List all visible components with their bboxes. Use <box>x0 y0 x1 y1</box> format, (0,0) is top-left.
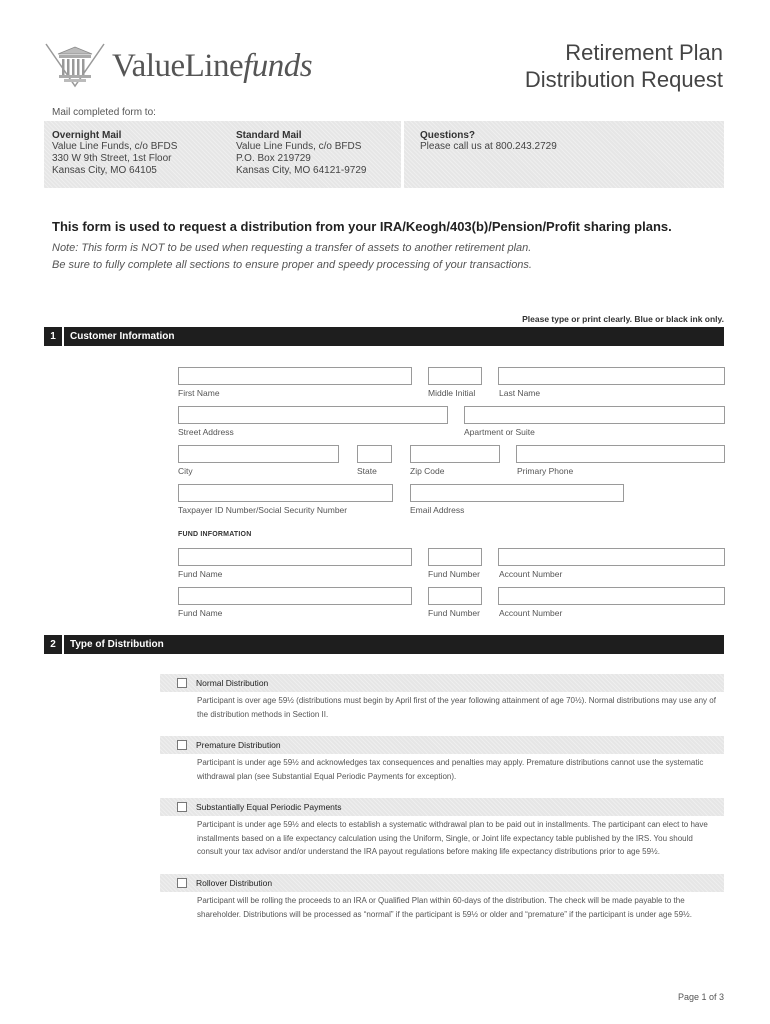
premature-distribution-description: Participant is under age 59½ and acknowledges tax consequences and penalties may apply. Premature distributions cannot use the systematic withdrawal plan (see Substantial Equal Periodic Payments for exception). <box>197 758 704 781</box>
form-title-line1: Retirement Plan <box>565 40 723 65</box>
standard-mail-block <box>236 130 366 177</box>
overnight-mail-line1: Value Line Funds, c/o BFDS <box>52 141 178 152</box>
section-1-title: Customer Information <box>70 331 175 342</box>
normal-distribution-label: Normal Distribution <box>196 678 269 688</box>
email-field[interactable] <box>410 484 624 502</box>
account-number-label-1: Account Number <box>499 569 563 579</box>
rollover-distribution-label: Rollover Distribution <box>196 878 273 888</box>
middle-initial-field[interactable] <box>428 367 482 385</box>
transfer-note: Note: This form is NOT to be used when requesting a transfer of assets to another retirement plan. <box>52 242 532 254</box>
last-name-label: Last Name <box>499 388 541 398</box>
standard-mail-title: Standard Mail <box>236 130 302 141</box>
apartment-field[interactable] <box>464 406 725 424</box>
zip-code-field[interactable] <box>410 445 500 463</box>
standard-mail-line3: Kansas City, MO 64121-9729 <box>236 165 367 176</box>
zip-code-label: Zip Code <box>410 466 445 476</box>
completion-note: Be sure to fully complete all sections to ensure proper and speedy processing of your transactions. <box>52 259 532 271</box>
overnight-mail-title: Overnight Mail <box>52 130 122 141</box>
middle-initial-label: Middle Initial <box>428 388 476 398</box>
sepp-option[interactable] <box>160 798 724 816</box>
normal-distribution-checkbox[interactable] <box>177 678 187 688</box>
account-number-field-1[interactable] <box>498 548 725 566</box>
section-2-header <box>44 635 724 654</box>
standard-mail-line1: Value Line Funds, c/o BFDS <box>236 141 362 152</box>
primary-phone-field[interactable] <box>516 445 725 463</box>
email-label: Email Address <box>410 505 465 515</box>
print-instructions: Please type or print clearly. Blue or black ink only. <box>522 314 724 324</box>
fund-name-label-1: Fund Name <box>178 569 223 579</box>
ssn-label: Taxpayer ID Number/Social Security Number <box>178 505 348 515</box>
sepp-description: Participant is under age 59½ and elects to establish a systematic withdrawal plan to be paid out in installments. The participant can elect to have installments based on a life expectancy calculation using the Uniform, Single, or Joint life expectancy table published by the IRS. You should consult your tax advisor and/or understand the IRA payout regulations before making life expectancy distributions prior to age 59½. <box>197 820 708 856</box>
state-label: State <box>357 466 377 476</box>
ssn-field[interactable] <box>178 484 393 502</box>
first-name-field[interactable] <box>178 367 412 385</box>
section-separator <box>62 635 64 654</box>
first-name-label: First Name <box>178 388 220 398</box>
primary-phone-label: Primary Phone <box>517 466 574 476</box>
overnight-mail-block <box>52 130 177 177</box>
normal-distribution-option[interactable] <box>160 674 724 692</box>
fund-name-label-2: Fund Name <box>178 608 223 618</box>
value-line-logo-icon <box>44 42 106 90</box>
fund-name-field-2[interactable] <box>178 587 412 605</box>
page-number: Page 1 of 3 <box>677 992 724 1002</box>
rollover-distribution-description: Participant will be rolling the proceeds to an IRA or Qualified Plan within 60-days of the distribution. The check will be made payable to the shareholder. Distributions will be processed as “normal” if the participant is 59½ or older and “premature” if the participant is under age 59½. <box>197 896 692 919</box>
questions-box <box>404 121 724 188</box>
account-number-label-2: Account Number <box>499 608 563 618</box>
last-name-field[interactable] <box>498 367 725 385</box>
fund-information-header: FUND INFORMATION <box>178 531 252 538</box>
premature-distribution-option[interactable] <box>160 736 724 754</box>
section-1-number: 1 <box>50 331 56 342</box>
overnight-mail-line3: Kansas City, MO 64105 <box>52 165 157 176</box>
state-field[interactable] <box>357 445 392 463</box>
sepp-label: Substantially Equal Periodic Payments <box>196 802 342 812</box>
fund-number-field-2[interactable] <box>428 587 482 605</box>
street-address-label: Street Address <box>178 427 234 437</box>
premature-distribution-label: Premature Distribution <box>196 740 281 750</box>
city-field[interactable] <box>178 445 339 463</box>
form-purpose: This form is used to request a distribution from your IRA/Keogh/403(b)/Pension/Profit sharing plans. <box>52 219 672 234</box>
questions-title: Questions? <box>420 130 476 141</box>
normal-distribution-description: Participant is over age 59½ (distributions must begin by April first of the year following attainment of age 70½). Normal distributions may use any of the distribution methods in Section II. <box>197 696 716 719</box>
mail-instructions: Mail completed form to: <box>52 107 156 118</box>
section-separator <box>62 327 64 346</box>
account-number-field-2[interactable] <box>498 587 725 605</box>
overnight-mail-line2: 330 W 9th Street, 1st Floor <box>52 153 172 164</box>
section-2-title: Type of Distribution <box>70 639 164 650</box>
fund-number-label-2: Fund Number <box>428 608 480 618</box>
questions-phone: Please call us at 800.243.2729 <box>420 141 557 152</box>
fund-number-field-1[interactable] <box>428 548 482 566</box>
street-address-field[interactable] <box>178 406 448 424</box>
rollover-distribution-checkbox[interactable] <box>177 878 187 888</box>
standard-mail-line2: P.O. Box 219729 <box>236 153 311 164</box>
section-2-number: 2 <box>50 639 56 650</box>
mailing-address-box <box>44 121 401 188</box>
sepp-checkbox[interactable] <box>177 802 187 812</box>
fund-number-label-1: Fund Number <box>428 569 480 579</box>
rollover-distribution-option[interactable] <box>160 874 724 892</box>
premature-distribution-checkbox[interactable] <box>177 740 187 750</box>
logo-wordmark: ValueLinefunds <box>112 48 313 84</box>
form-title-line2: Distribution Request <box>524 67 723 92</box>
city-label: City <box>178 466 193 476</box>
apartment-label: Apartment or Suite <box>464 427 535 437</box>
section-1-header <box>44 327 724 346</box>
fund-name-field-1[interactable] <box>178 548 412 566</box>
questions-block <box>420 130 557 153</box>
